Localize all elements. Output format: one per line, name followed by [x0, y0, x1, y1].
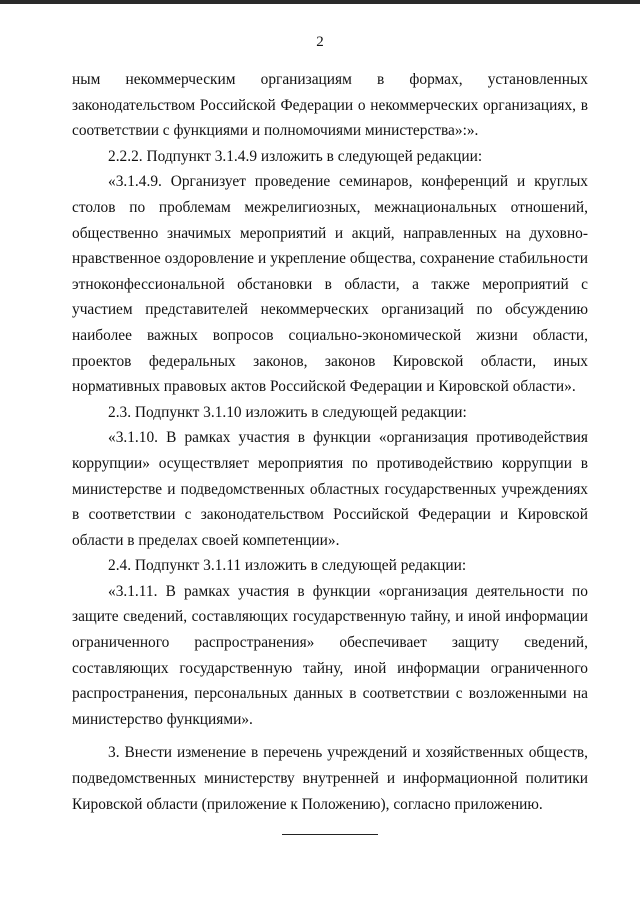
paragraph-3-1-4-9-text: «3.1.4.9. Организует проведение семинаров, конференций и круглых столов по проблемам межрелигиозных, межнациональных отношений, общественно значимых мероприятий и акций, направленных на духовно-нравственное оздоровление и укрепление общества, сохранение стабильности этноконфессиональной обстановки в области, а также мероприятий с участием представителей некоммерческих организаций по обсуждению наиболее важных вопросов социально-экономической жизни области, проектов федеральных законов, законов Кировской области, иных нормативных правовых актов Российской Федерации и Кировской области». — [72, 173, 588, 396]
paragraph-2-2-2-heading: 2.2.2. Подпункт 3.1.4.9 изложить в следующей редакции: — [108, 147, 483, 165]
paragraph-3-amendment: 3. Внести изменение в перечень учреждений и хозяйственных обществ, подведомственных министерству внутренней и информационной политики Кировской области (приложение к Положению), согласно приложению. — [72, 744, 588, 813]
paragraph-3-1-11-text: «3.1.11. В рамках участия в функции «организация деятельности по защите сведений, составляющих государственную тайну, и иной информации ограниченного распространения» обеспечивает защиту сведений, составляющих государственную тайну, иной информации ограниченного распространения, персональных данных в соответствии с возложенными на министерство функциями». — [72, 582, 588, 728]
paragraph-2-3-heading: 2.3. Подпункт 3.1.10 изложить в следующей редакции: — [108, 403, 467, 421]
paragraph-2-4-heading: 2.4. Подпункт 3.1.11 изложить в следующей редакции: — [108, 557, 467, 575]
closing-divider-line — [282, 834, 378, 835]
paragraph-3-1-10-text: «3.1.10. В рамках участия в функции «организация противодействия коррупции» осуществляет мероприятия по противодействию коррупции в министерстве и подведомственных областных государственных учреждениях в соответствии с законодательством Российской Федерации и Кировской области в пределах своей компетенции». — [72, 429, 588, 549]
paragraph-continuation: ным некоммерческим организациям в формах, установленных законодательством Российской Федерации о некоммерческих организациях, в соответствии с функциями и полномочиями министерства»:». — [72, 71, 588, 140]
document-body — [72, 67, 588, 817]
page-number: 2 — [316, 34, 324, 50]
top-border-line — [0, 0, 640, 4]
